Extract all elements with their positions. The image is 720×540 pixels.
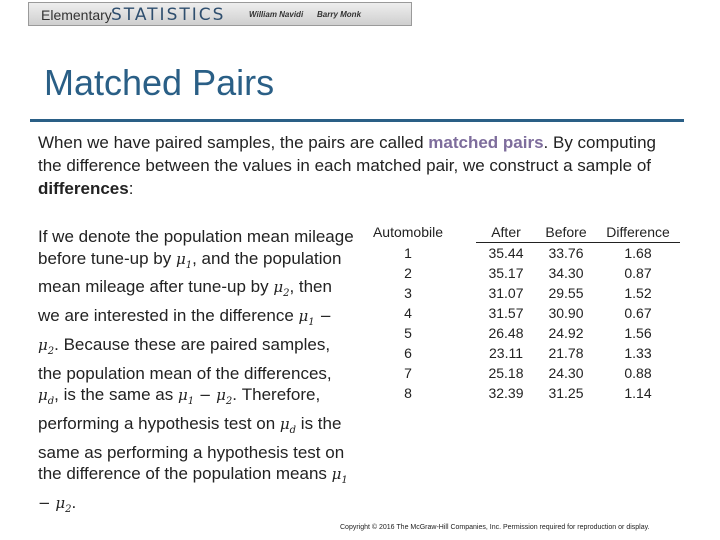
copyright-notice: Copyright © 2016 The McGraw-Hill Companies, Inc. Permission required for reproduction or display. [340, 524, 650, 531]
para-text: , and the population mean mileage after tune-up by [38, 248, 342, 297]
cell-after: 35.17 [488, 265, 524, 281]
author-name: William Navidi [249, 10, 304, 19]
column-header-before: Before [536, 222, 596, 243]
cell-difference: 1.56 [624, 325, 652, 341]
cell-after: 25.18 [488, 365, 524, 381]
cell-before: 34.30 [548, 265, 584, 281]
intro-highlight-term: matched pairs [428, 133, 544, 152]
math-mu-2: $\mu_2$ [273, 278, 290, 300]
table-row [360, 303, 680, 323]
math-mu-difference: $\mu_1 - \mu_2$ [38, 307, 332, 357]
para-text: . [71, 493, 77, 513]
para-text: , is the same as [54, 385, 178, 405]
cell-after: 32.39 [488, 385, 524, 401]
cell-automobile: 8 [404, 385, 412, 401]
para-text: . Because these are paired samples, the population mean of the differences, [38, 334, 332, 383]
cell-after: 35.44 [488, 245, 524, 261]
table-row [360, 323, 680, 343]
cell-before: 24.30 [548, 365, 584, 381]
table-row [360, 243, 680, 264]
cell-after: 26.48 [488, 325, 524, 341]
author-name: Barry Monk [317, 10, 362, 19]
table-row [360, 363, 680, 383]
cell-after: 31.57 [488, 305, 524, 321]
cell-before: 29.55 [548, 285, 584, 301]
cell-automobile: 6 [404, 345, 412, 361]
column-header-after: After [476, 222, 536, 243]
cell-difference: 0.87 [624, 265, 652, 281]
table-row [360, 383, 680, 403]
cell-automobile: 1 [404, 244, 412, 261]
cell-difference: 0.88 [624, 365, 652, 381]
cell-before: 24.92 [548, 325, 584, 341]
cell-automobile: 3 [404, 285, 412, 301]
cell-before: 21.78 [548, 345, 584, 361]
table-row [360, 283, 680, 303]
cell-after: 23.11 [489, 345, 523, 361]
math-mu-d: $\mu_d$ [279, 414, 297, 436]
table-header-row [360, 222, 680, 243]
math-mu-d: $\mu_d$ [38, 386, 55, 408]
intro-paragraph [38, 131, 658, 200]
table-row [360, 263, 680, 283]
slide-title: Matched Pairs [44, 62, 275, 103]
matched-pairs-table [360, 222, 680, 403]
para-text: . Therefore, performing a hypothesis test on [38, 385, 321, 433]
explanation-paragraph [38, 226, 356, 521]
column-header-difference: Difference [596, 222, 680, 243]
cell-automobile: 5 [404, 325, 412, 341]
table-row [360, 343, 680, 363]
title-divider [30, 119, 684, 122]
cell-after: 31.07 [488, 285, 524, 301]
intro-text: When we have paired samples, the pairs are called [38, 133, 429, 152]
intro-text: : [128, 179, 134, 198]
intro-text: . By computing the difference between the values in each matched pair, we construct a sample of [38, 133, 656, 175]
para-text: is the same as performing a hypothesis test on the difference of the population means [38, 413, 345, 484]
cell-before: 30.90 [548, 305, 584, 321]
cell-before: 31.25 [548, 385, 584, 401]
math-mu-difference: $\mu_1 - \mu_2$ [177, 386, 233, 408]
intro-bold-term: differences [38, 179, 129, 198]
book-title-elementary: Elementary [41, 7, 112, 23]
book-title-statistics: STATISTICS [111, 5, 226, 25]
cell-difference: 0.67 [624, 305, 652, 321]
cell-difference: 1.68 [624, 245, 652, 261]
para-text: , then we are interested in the difference [38, 277, 332, 326]
para-text: If we denote the population mean mileage before tune-up by [38, 227, 354, 268]
column-header-automobile: Automobile [372, 224, 444, 241]
math-mu-1: $\mu_1$ [175, 249, 193, 271]
cell-automobile: 2 [404, 265, 412, 281]
book-header-bar [28, 2, 412, 26]
math-mu-difference: $\mu_1 - \mu_2$ [38, 465, 348, 516]
cell-difference: 1.33 [624, 345, 652, 361]
cell-automobile: 7 [404, 365, 412, 381]
cell-difference: 1.14 [624, 385, 652, 401]
cell-before: 33.76 [548, 245, 584, 261]
cell-automobile: 4 [404, 305, 412, 321]
cell-difference: 1.52 [624, 285, 652, 301]
